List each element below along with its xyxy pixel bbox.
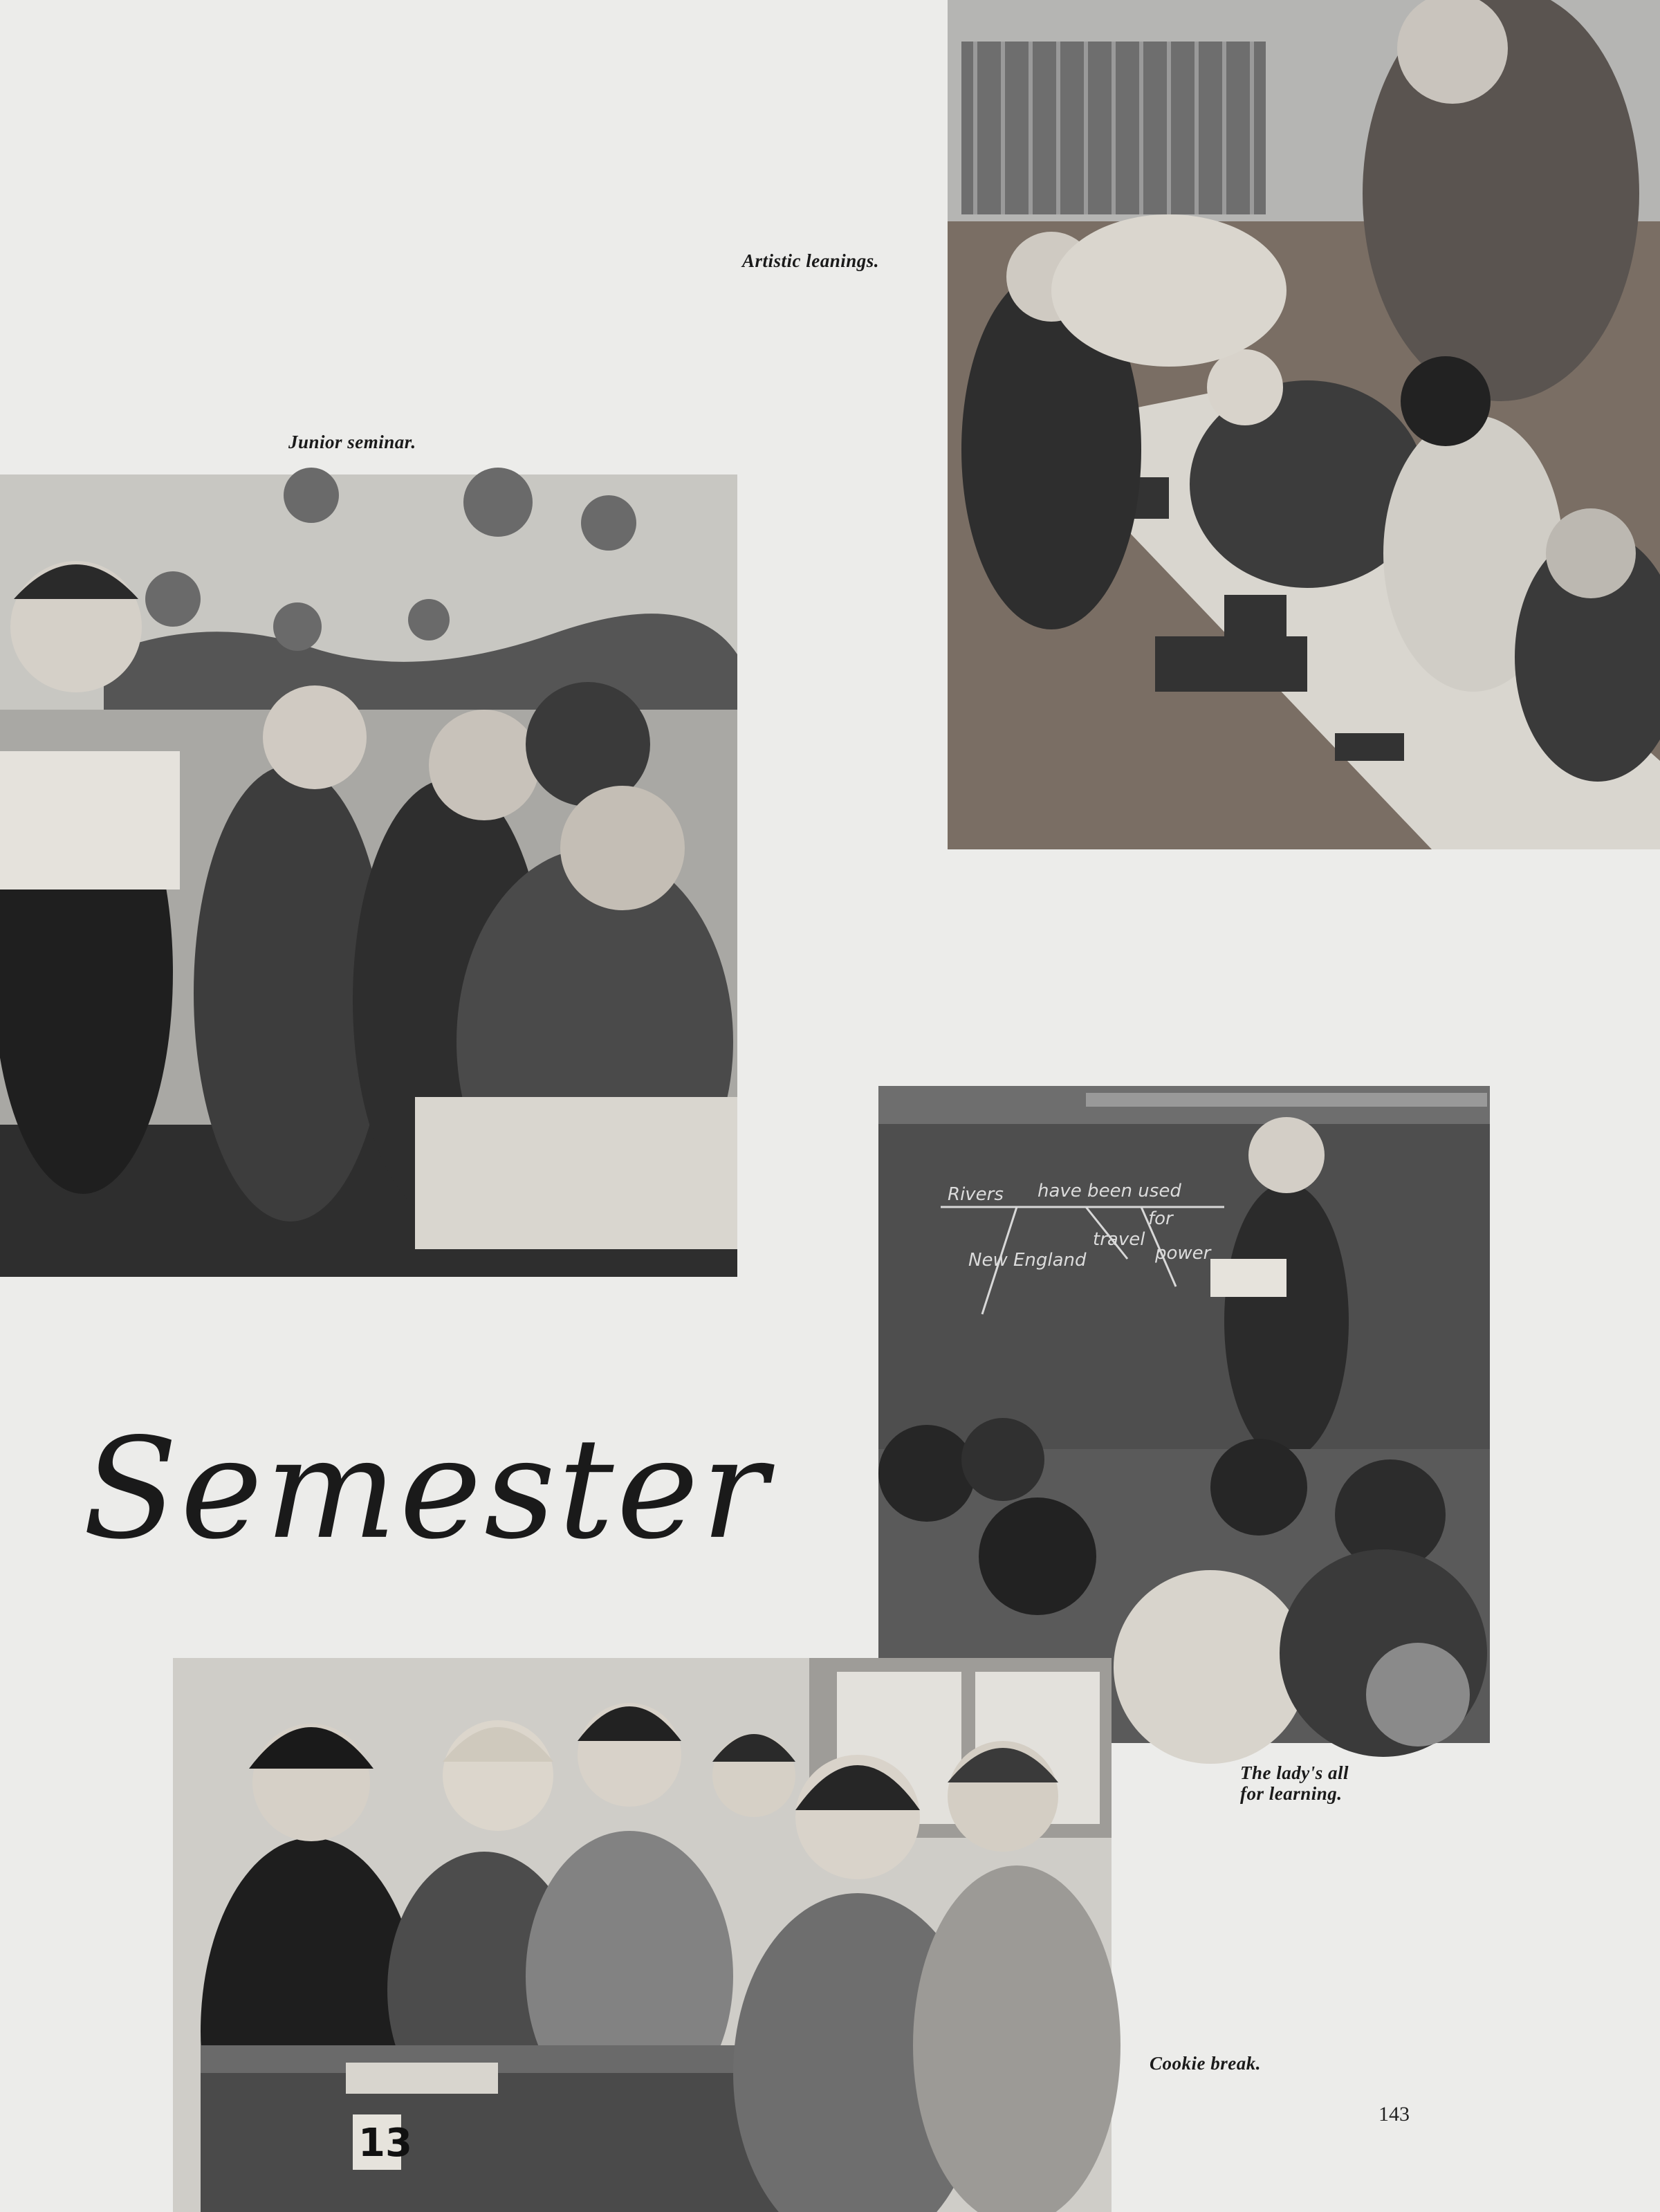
blackboard-word-used: have been used (1038, 1181, 1181, 1201)
blackboard-word-travel: travel (1093, 1229, 1145, 1250)
caption-junior-seminar: Junior seminar. (288, 432, 416, 452)
blackboard-word-for: for (1148, 1208, 1173, 1229)
caption-artistic-leanings: Artistic leanings. (742, 250, 880, 271)
caption-cookie-break: Cookie break. (1150, 2053, 1261, 2074)
photo-blackboard-lesson (878, 1086, 1490, 1743)
photo-teacher-reading (0, 474, 737, 1277)
blackboard-word-power: power (1155, 1243, 1211, 1264)
photo-children-painting (948, 0, 1660, 849)
page-number: 143 (1378, 2103, 1410, 2126)
blackboard-word-ne: New England (968, 1250, 1087, 1271)
semester-script-title (76, 1404, 771, 1577)
table-number: 13 (358, 2121, 412, 2166)
photo-students-table (173, 1658, 1112, 2212)
blackboard-word-rivers: Rivers (948, 1184, 1004, 1205)
caption-lady-learning: The lady's all for learning. (1240, 1762, 1349, 1804)
semester-title-text: Semester (82, 1408, 771, 1570)
